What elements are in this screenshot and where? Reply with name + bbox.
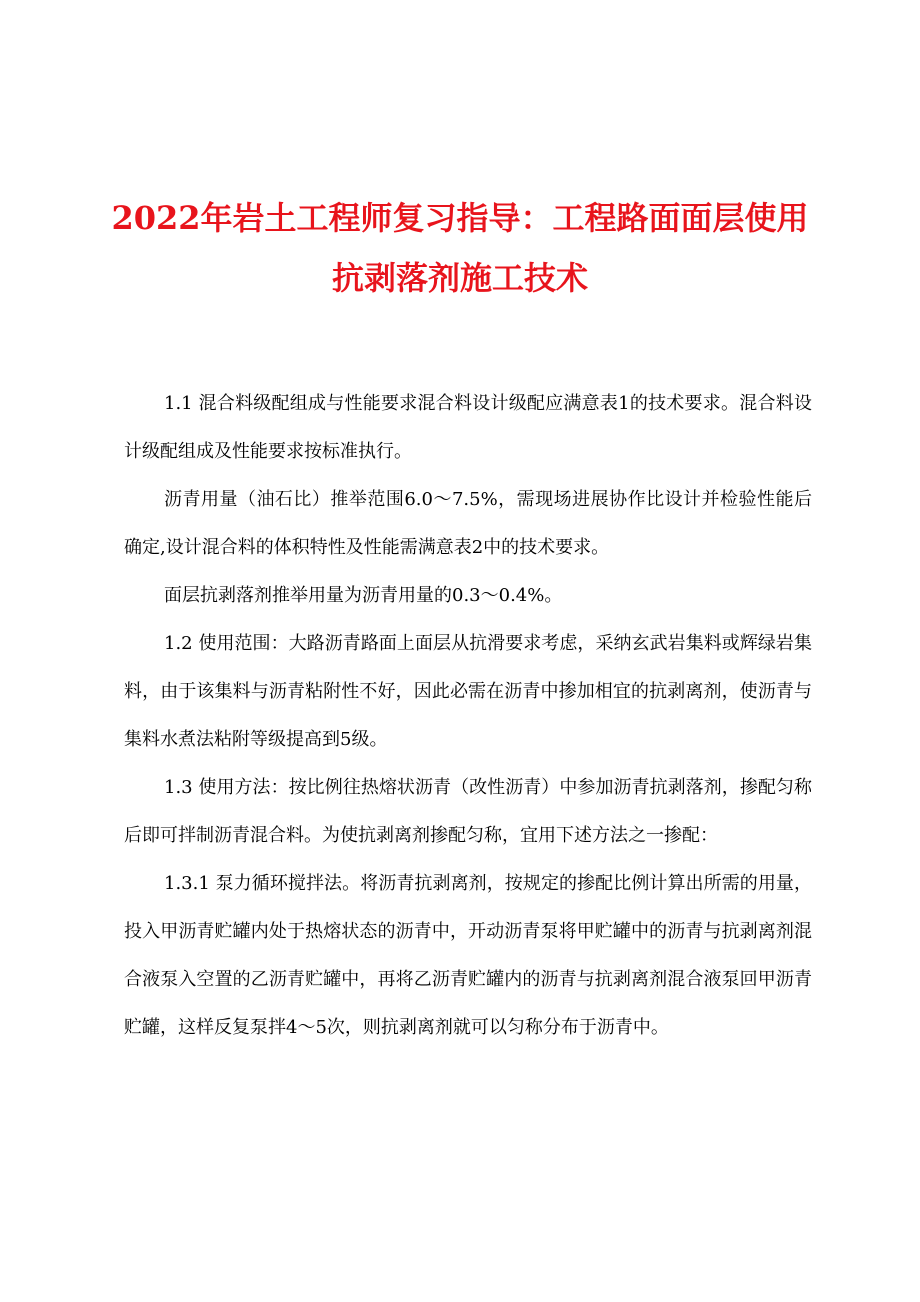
paragraph-1-3: 1.3 使用方法：按比例往热熔状沥青（改性沥青）中参加沥青抗剥落剂，掺配匀称后即可拌制沥青混合料。为使抗剥离剂掺配匀称，宜用下述方法之一掺配： [124,777,812,846]
paragraph-asphalt-dosage: 沥青用量（油石比）推举范围6.0～7.5%，需现场进展协作比设计并检验性能后确定,设计混合料的体积特性及性能需满意表2中的技术要求。 [124,489,812,558]
paragraph-1-1: 1.1 混合料级配组成与性能要求混合料设计级配应满意表1的技术要求。混合料设计级配组成及性能要求按标准执行。 [124,393,812,462]
document-title: 2022年岩土工程师复习指导：工程路面面层使用抗剥落剂施工技术 [111,199,809,297]
paragraph-1-3-1: 1.3.1 泵力循环搅拌法。将沥青抗剥离剂，按规定的掺配比例计算出所需的用量，投入甲沥青贮罐内处于热熔状态的沥青中，开动沥青泵将甲贮罐中的沥青与抗剥离剂混合液泵入空置的乙沥青贮罐中，再将乙沥青贮罐内的沥青与抗剥离剂混合液泵回甲沥青贮罐，这样反复泵拌4～5次，则抗剥离剂就可以匀称分布于沥青中。 [124,873,812,1038]
document-body [124,380,812,1052]
paragraph-antistrip-dosage: 面层抗剥落剂推举用量为沥青用量的0.3～0.4%。 [164,585,563,606]
paragraph-1-2: 1.2 使用范围：大路沥青路面上面层从抗滑要求考虑，采纳玄武岩集料或辉绿岩集料，由于该集料与沥青粘附性不好，因此必需在沥青中掺加相宜的抗剥离剂，使沥青与集料水煮法粘附等级提高到5级。 [124,633,812,750]
